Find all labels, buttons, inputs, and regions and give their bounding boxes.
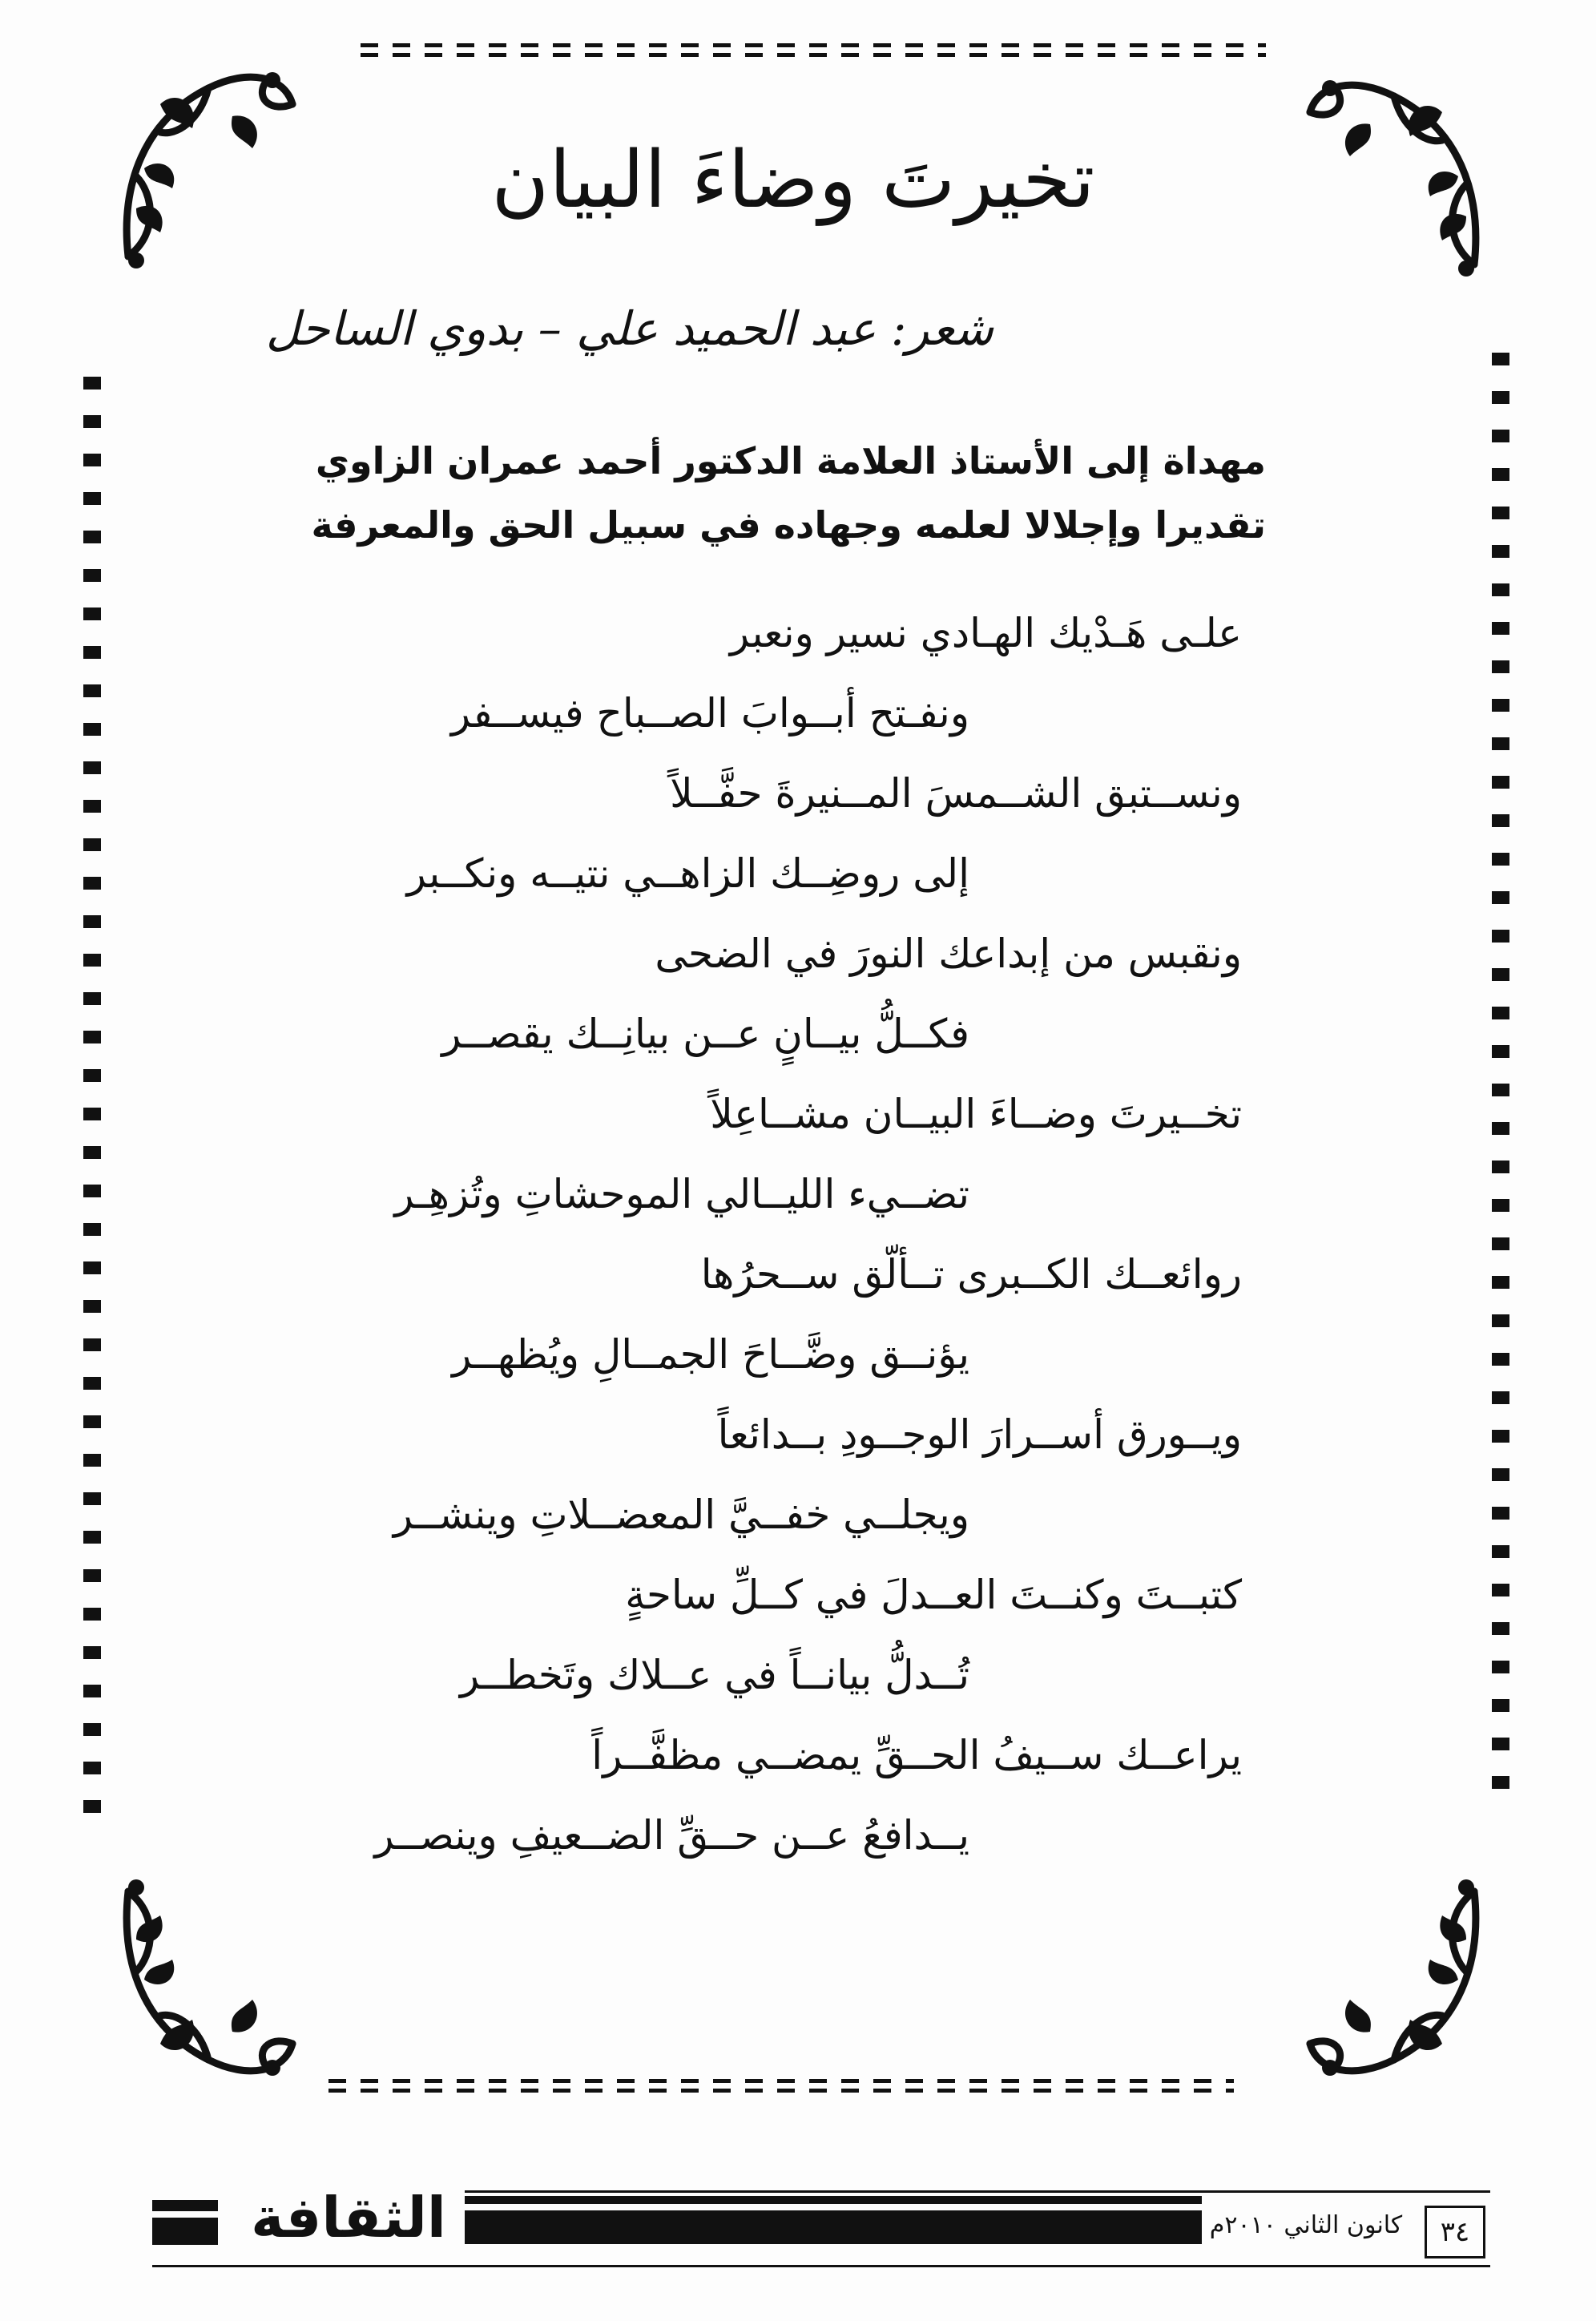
footer-rule <box>465 2190 1490 2193</box>
footer-black-bar <box>465 2196 1202 2244</box>
floral-corner-ornament-icon <box>1298 1875 1490 2092</box>
verse-line: كتبــتَ وكنــتَ العــدلَ في كــلِّ ساحةٍ <box>625 1572 1242 1618</box>
dedication-line: مهداة إلى الأستاذ العلامة الدكتور أحمد عمران الزاوي <box>315 439 1266 482</box>
floral-corner-ornament-icon <box>112 1875 304 2092</box>
verse-line: تضــيء الليــالي الموحشاتِ وتُزهِـر <box>394 1171 969 1217</box>
verse-line: يراعــك ســيفُ الحــقِّ يمضــي مظفَّــراً <box>591 1732 1242 1778</box>
left-side-rule <box>83 377 101 1835</box>
verse-line: علـى هَـدْيك الهـادي نسير ونعبر <box>729 610 1242 656</box>
top-dashed-rule <box>361 40 1266 61</box>
issue-date: كانون الثاني ٢٠١٠م <box>1209 2211 1403 2239</box>
poem-title: تخيرتَ وضاءَ البيان <box>491 135 1095 226</box>
verse-line: يــدافعُ عــن حــقِّ الضــعيفِ وينصــر <box>374 1812 969 1859</box>
verse-line: ويجلــي خفــيَّ المعضــلاتِ وينشــر <box>393 1491 969 1538</box>
page-number: ٣٤ <box>1425 2206 1485 2258</box>
verse-line: ونقبس من إبداعك النورَ في الضحى <box>655 930 1242 977</box>
verse-line: فكــلُّ بيــانٍ عــن بيانِــك يقصــر <box>441 1011 969 1057</box>
verse-line: تُــدلُّ بيانــاً في عــلاك وتَخطــر <box>459 1652 969 1698</box>
poet-byline: شعر: عبد الحميد علي – بدوي الساحل <box>265 301 993 356</box>
bottom-dashed-rule <box>328 2076 1234 2097</box>
floral-corner-ornament-icon <box>1298 64 1490 281</box>
verse-line: إلى روضِــك الزاهــي نتيــه ونكــبر <box>406 850 969 897</box>
floral-corner-ornament-icon <box>112 56 304 272</box>
verse-line: يؤنــق وضَّــاحَ الجمــالِ ويُظهــر <box>452 1331 969 1378</box>
verse-line: روائعــك الكــبرى تــألّق ســحرُها <box>700 1251 1242 1298</box>
footer-black-bar <box>152 2200 218 2245</box>
verse-line: تخــيرتَ وضــاءَ البيــان مشــاعِلاً <box>710 1091 1242 1137</box>
verse-line: ونفـتح أبــوابَ الصــباح فيســفر <box>450 690 969 737</box>
verse-line: ويــورق أســرارَ الوجــودِ بــدائعاً <box>717 1411 1242 1458</box>
footer-rule <box>152 2265 1490 2267</box>
verse-line: ونســتبق الشــمسَ المــنيرةَ حفَّــلاً <box>670 770 1242 817</box>
right-side-rule <box>1492 353 1509 1803</box>
magazine-logo: الثقافة <box>251 2185 446 2250</box>
dedication-line: تقديرا وإجلالا لعلمه وجهاده في سبيل الحق والمعرفة <box>311 503 1266 547</box>
